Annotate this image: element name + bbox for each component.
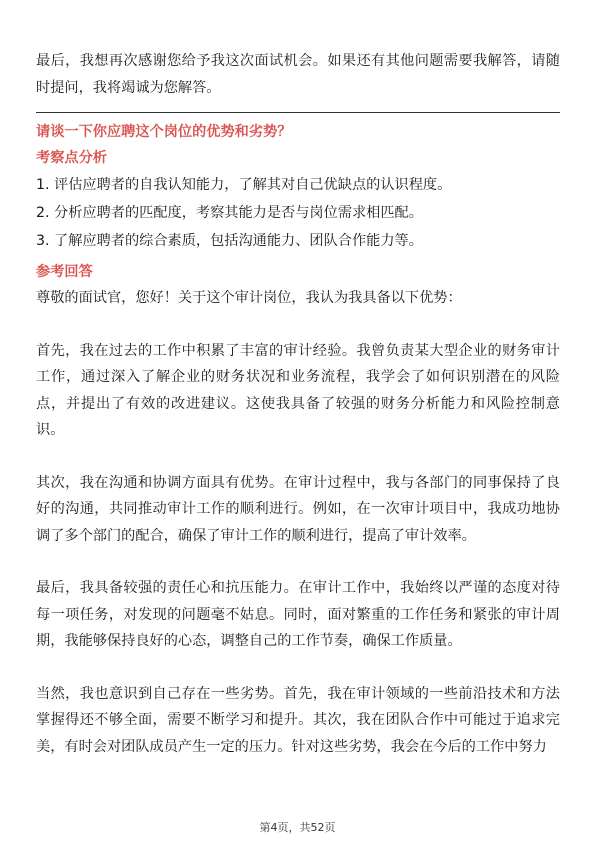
intro-paragraph: 最后，我想再次感谢您给予我这次面试机会。如果还有其他问题需要我解答，请随时提问，我将竭诚为您解答。 xyxy=(36,53,560,96)
analysis-item-2: 2. 分析应聘者的匹配度，考察其能力是否与岗位需求相匹配。 xyxy=(36,205,423,221)
answer-paragraph-4: 当然，我也意识到自己存在一些劣势。首先，我在审计领域的一些前沿技术和方法掌握得还不够全面，需要不断学习和提升。其次，我在团队合作中可能过于追求完美，有时会对团队成员产生一定的压力。针对这些劣势，我会在今后的工作中努力 xyxy=(36,685,560,755)
answer-paragraph-3: 最后，我具备较强的责任心和抗压能力。在审计工作中，我始终以严谨的态度对待每一项任务，对发现的问题毫不姑息。同时，面对繁重的工作任务和紧张的审计周期，我能够保持良好的心态，调整自己的工作节奏，确保工作质量。 xyxy=(36,580,560,649)
paragraph-spacer xyxy=(36,312,560,338)
answer-title: 参考回答 xyxy=(36,264,93,280)
analysis-title: 考察点分析 xyxy=(36,150,107,166)
question-heading: 请谈一下你应聘这个岗位的优势和劣势？ xyxy=(36,124,292,140)
section-divider xyxy=(36,112,560,113)
paragraph-spacer xyxy=(36,655,560,681)
paragraph-spacer xyxy=(36,444,560,470)
paragraph-spacer xyxy=(36,549,560,575)
analysis-item-3: 3. 了解应聘者的综合素质，包括沟通能力、团队合作能力等。 xyxy=(36,233,423,249)
answer-paragraph-1: 首先，我在过去的工作中积累了丰富的审计经验。我曾负责某大型企业的财务审计工作，通过深入了解企业的财务状况和业务流程，我学会了如何识别潜在的风险点，并提出了有效的改进建议。这使我具备了较强的财务分析能力和风险控制意识。 xyxy=(36,342,560,438)
answer-paragraph-2: 其次，我在沟通和协调方面具有优势。在审计过程中，我与各部门的同事保持了良好的沟通，共同推动审计工作的顺利进行。例如，在一次审计项目中，我成功地协调了多个部门的配合，确保了审计工作的顺利进行，提高了审计效率。 xyxy=(36,474,560,544)
answer-greeting: 尊敬的面试官，您好！关于这个审计岗位，我认为我具备以下优势： xyxy=(36,290,462,306)
page-content xyxy=(36,48,560,760)
page-footer: 第4页，共52页 xyxy=(259,821,336,834)
analysis-item-1: 1. 评估应聘者的自我认知能力，了解其对自己优缺点的认识程度。 xyxy=(36,177,452,193)
